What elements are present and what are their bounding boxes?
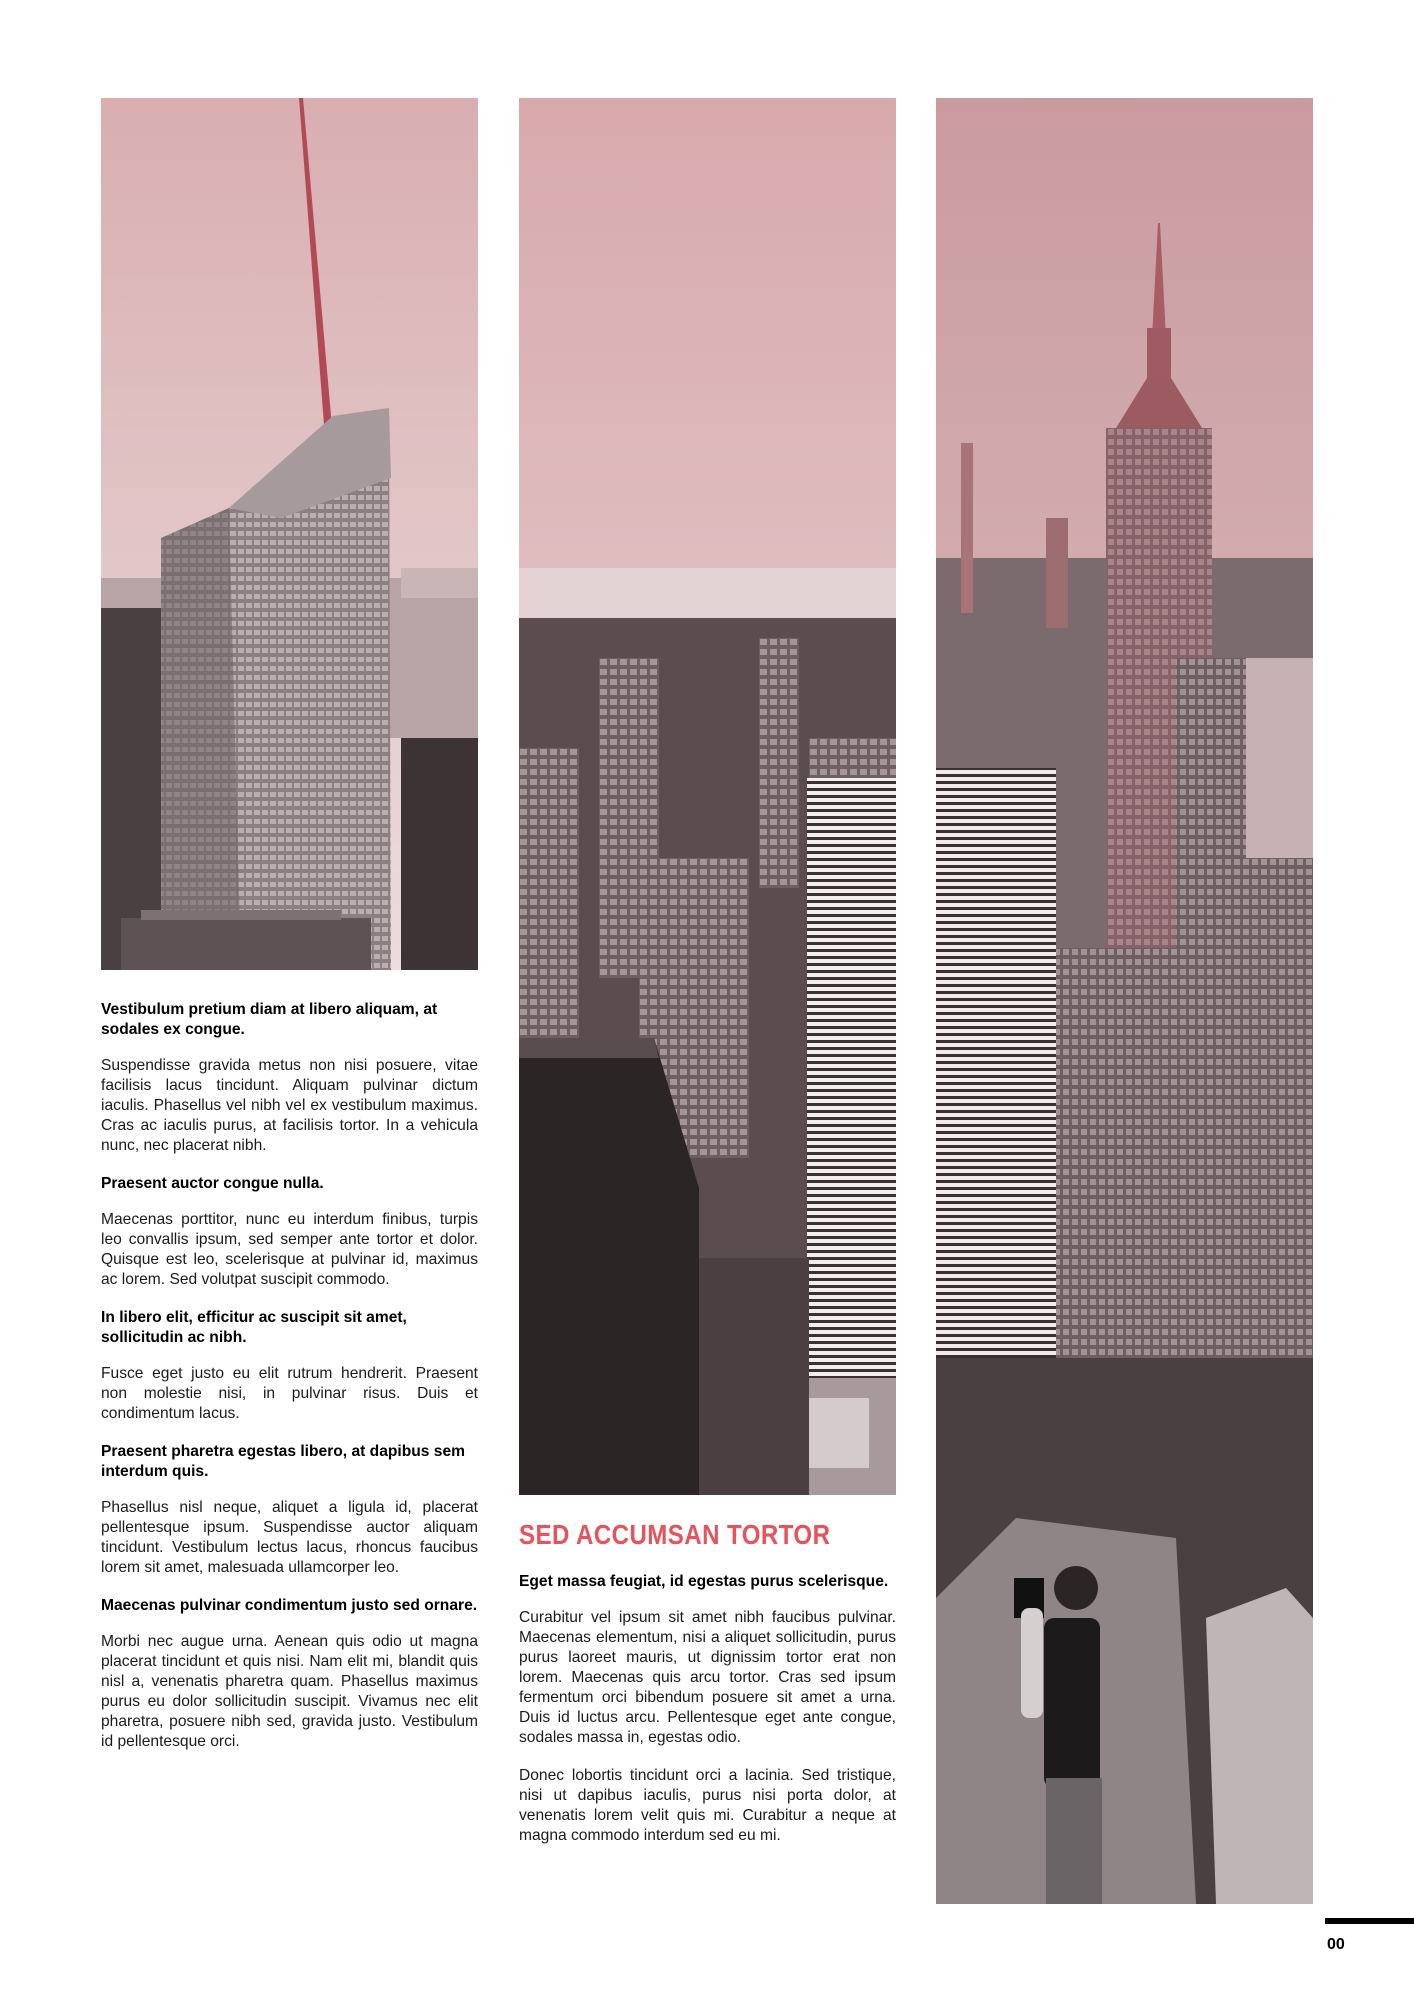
skyscraper-photo bbox=[101, 98, 478, 970]
section-heading: Praesent pharetra egestas libero, at dapibus sem interdum quis. bbox=[101, 1443, 465, 1480]
footer-rule bbox=[1325, 1918, 1414, 1924]
empire-state-photo bbox=[936, 98, 1313, 1904]
section-body: Phasellus nisl neque, aliquet a ligula id, placerat pellentesque ipsum. Suspendisse auctor aliquam tincidunt. Vestibulum lectus lacus, rhoncus faucibus lorem sit amet, malesuada ullamcorper leo. bbox=[101, 1499, 478, 1576]
section-heading: In libero elit, efficitur ac suscipit sit amet, sollicitudin ac nibh. bbox=[101, 1309, 407, 1346]
section-body: Fusce eget justo eu elit rutrum hendrerit. Praesent non molestie nisi, in pulvinar risus. Duis et condimentum lacus. bbox=[101, 1365, 478, 1422]
section-body: Morbi nec augue urna. Aenean quis odio ut magna placerat tincidunt et quis nisi. Nam elit mi, blandit quis nisl a, venenatis pharetra quam. Phasellus maximus purus eu dolor sollicitudin suscipit. Vivamus nec elit pharetra, posuere nibh sed, gravida justo. Vestibulum id pellentesque orci. bbox=[101, 1633, 478, 1750]
section-heading: Maecenas pulvinar condimentum justo sed ornare. bbox=[101, 1597, 478, 1614]
page-number: 00 bbox=[1327, 1936, 1345, 1953]
section-heading: Vestibulum pretium diam at libero aliquam, at sodales ex congue. bbox=[101, 1001, 438, 1038]
section-body: Suspendisse gravida metus non nisi posuere, vitae facilisis lacus tincidunt. Aliquam pulvinar dictum iaculis. Phasellus vel nibh vel ex vestibulum maximus. Cras ac iaculis purus, at facilisis tortor. In a vehicula nunc, nec placerat nibh. bbox=[101, 1057, 478, 1154]
article-subheading: Eget massa feugiat, id egestas purus scelerisque. bbox=[519, 1573, 889, 1590]
city-aerial-photo bbox=[519, 98, 896, 1495]
left-text-column bbox=[101, 1000, 478, 1770]
section-body: Maecenas porttitor, nunc eu interdum finibus, turpis leo convallis ipsum, sed semper ante tortor et dolor. Quisque est leo, scelerisque at pulvinar id, maximus ac lorem. Sed volutpat suscipit commodo. bbox=[101, 1211, 478, 1288]
article-paragraph: Donec lobortis tincidunt orci a lacinia. Sed tristique, nisi ut dapibus iaculis, purus nisi porta dolor, at venenatis lorem velit quis mi. Curabitur a neque at magna commodo interdum sed eu mi. bbox=[519, 1767, 896, 1844]
article-title: SED ACCUMSAN TORTOR bbox=[519, 1519, 831, 1550]
article-paragraph: Curabitur vel ipsum sit amet nibh faucibus pulvinar. Maecenas elementum, nisi a aliquet sollicitudin, purus purus laoreet mauris, ut dignissim tortor erat non lorem. Maecenas quis arcu tortor. Cras sed ipsum fermentum orci bibendum posuere sit amet a urna. Duis id luctus arcu. Pellentesque eget ante congue, sodales massa in, egestas odio. bbox=[519, 1609, 896, 1746]
middle-text-column bbox=[519, 1518, 896, 1864]
section-heading: Praesent auctor congue nulla. bbox=[101, 1175, 324, 1192]
